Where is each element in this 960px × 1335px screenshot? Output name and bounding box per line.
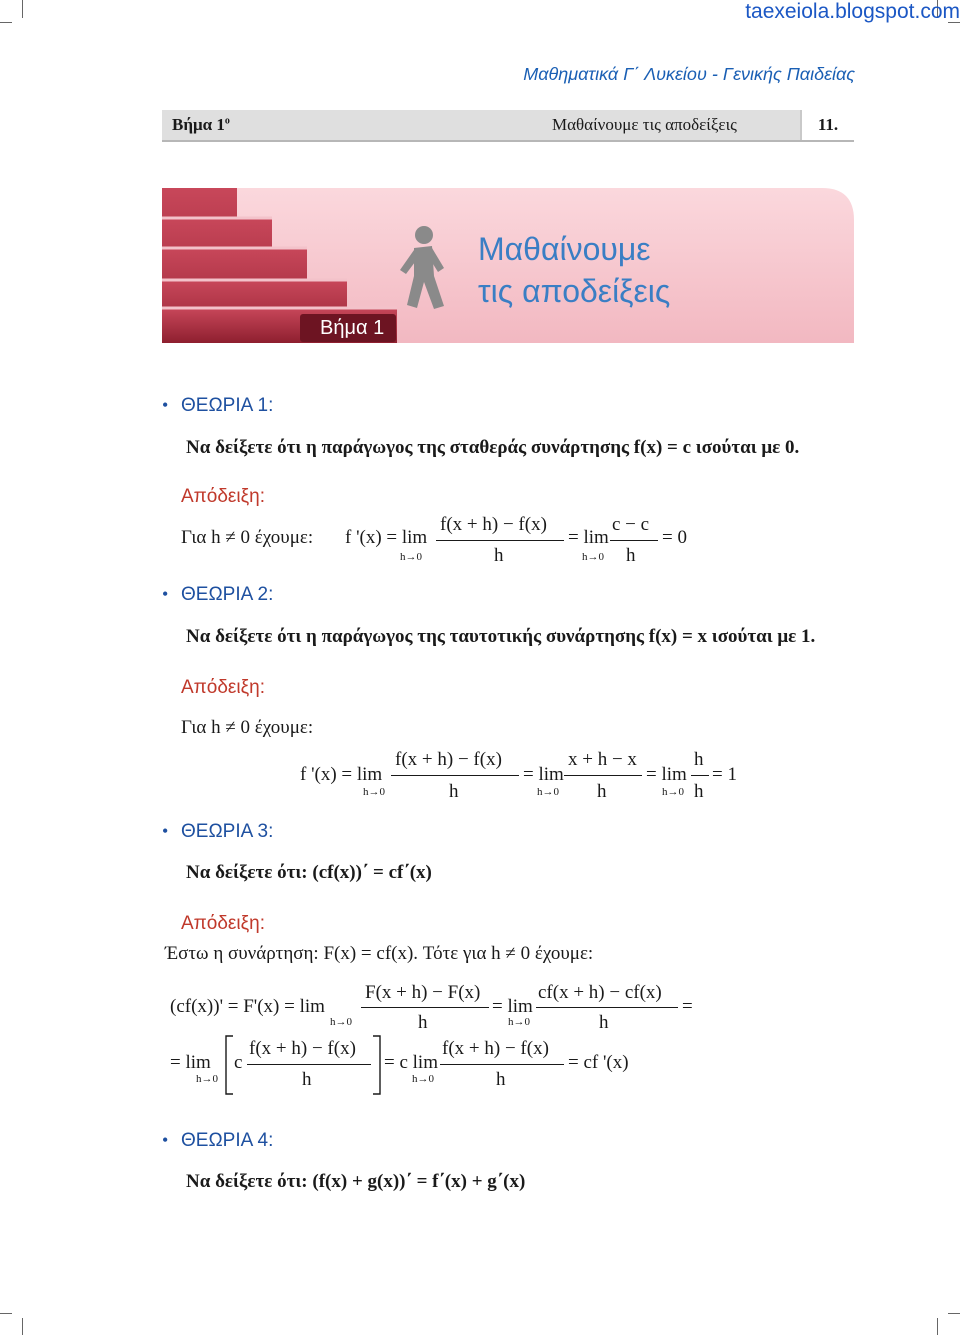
lim-subscript: h→0 [508,1016,530,1028]
math-lhs: f '(x) = lim [300,764,383,785]
banner-title-line2: τις αποδείξεις [478,273,671,309]
proof-intro: Για h ≠ 0 έχουμε: [181,527,314,548]
math-lhs: = lim [170,1052,211,1073]
banner-title-line1: Μαθαίνουμε [478,231,651,267]
lim-subscript: h→0 [196,1073,218,1085]
theorem-heading: ΘΕΩΡΙΑ 4: [181,1130,274,1151]
fraction-line [610,540,658,541]
page-header [162,110,854,142]
theorem-heading: ΘΕΩΡΙΑ 3: [181,821,274,842]
fraction-denominator: h [597,781,607,802]
crop-mark [948,1313,960,1314]
proof-label: Απόδειξη: [181,677,265,698]
fraction-line [436,540,564,541]
math-result: = 1 [712,764,737,785]
math-equals-lim: = c lim [384,1052,438,1073]
course-title: Μαθηματικά Γ΄ Λυκείου - Γενικής Παιδείας [523,64,855,84]
fraction-line [440,1064,564,1065]
crop-mark [0,1313,12,1314]
math-constant: c [234,1052,243,1073]
bullet-icon: • [162,821,169,841]
proof-label: Απόδειξη: [181,486,265,507]
bullet-icon: • [162,395,169,415]
fraction-line [536,1007,678,1008]
lim-subscript: h→0 [400,551,422,563]
fraction-numerator: c − c [612,514,650,535]
crop-mark [22,1318,23,1335]
math-result: = cf '(x) [568,1052,629,1073]
theorem-statement: Να δείξετε ότι η παράγωγος της ταυτοτικής συνάρτησης f(x) = x ισούται με 1. [186,626,816,647]
theorem-statement: Να δείξετε ότι: (f(x) + g(x))΄ = f΄(x) + g΄(x) [186,1171,526,1192]
fraction-denominator: h [302,1069,312,1090]
lim-subscript: h→0 [662,786,684,798]
header-step-text: Βήμα 1 [172,115,225,134]
fraction-numerator: f(x + h) − f(x) [395,749,502,770]
lim-subscript: h→0 [330,1016,352,1028]
proof-intro: Για h ≠ 0 έχουμε: [181,717,314,738]
math-lhs: (cf(x))' = F'(x) = lim [170,996,325,1017]
fraction-denominator: h [449,781,459,802]
fraction-line [564,775,642,776]
fraction-denominator: h [599,1012,609,1033]
fraction-denominator: h [418,1012,428,1033]
proof-intro: Έστω η συνάρτηση: F(x) = cf(x). Τότε για h ≠ 0 έχουμε: [165,943,594,964]
header-step [172,115,230,135]
fraction-numerator: cf(x + h) − cf(x) [538,982,662,1003]
crop-mark [22,0,23,18]
math-equals-lim: = lim [646,764,687,785]
fraction-numerator: F(x + h) − F(x) [365,982,481,1003]
math-equals-lim: = lim [492,996,533,1017]
header-section: Μαθαίνουμε τις αποδείξεις [552,115,737,134]
fraction-line [691,775,709,776]
fraction-numerator: f(x + h) − f(x) [442,1038,549,1059]
fraction-numerator: h [694,749,704,770]
header-step-sup: ο [224,115,230,127]
math-result: = 0 [662,527,687,548]
fraction-denominator: h [494,545,504,566]
fraction-numerator: x + h − x [568,749,637,770]
page-number: 11. [800,110,854,140]
crop-mark [0,22,12,23]
fraction-denominator: h [694,781,704,802]
theorem-statement: Να δείξετε ότι η παράγωγος της σταθεράς συνάρτησης f(x) = c ισούται με 0. [186,437,800,458]
math-equals-lim: = lim [523,764,564,785]
math-equals: = [682,996,693,1017]
fraction-denominator: h [626,545,636,566]
left-bracket [224,1035,234,1095]
lim-subscript: h→0 [582,551,604,563]
banner-title [478,228,670,312]
site-link[interactable]: taexeiola.blogspot.com [745,0,960,23]
bullet-icon: • [162,1130,169,1150]
right-bracket [372,1035,382,1095]
fraction-line [391,775,519,776]
fraction-line [247,1064,371,1065]
theorem-heading: ΘΕΩΡΙΑ 2: [181,584,274,605]
math-equals-lim: = lim [568,527,609,548]
fraction-denominator: h [496,1069,506,1090]
fraction-numerator: f(x + h) − f(x) [440,514,547,535]
crop-mark [937,1318,938,1335]
theorem-heading: ΘΕΩΡΙΑ 1: [181,395,274,416]
proof-label: Απόδειξη: [181,913,265,934]
bullet-icon: • [162,584,169,604]
theorem-statement: Να δείξετε ότι: (cf(x))΄ = cf΄(x) [186,862,432,883]
banner-step-label: Βήμα 1 [320,317,385,339]
lim-subscript: h→0 [412,1073,434,1085]
fraction-line [361,1007,489,1008]
math-lhs: f '(x) = lim [345,527,428,548]
fraction-numerator: f(x + h) − f(x) [249,1038,356,1059]
lim-subscript: h→0 [363,786,385,798]
lim-subscript: h→0 [537,786,559,798]
